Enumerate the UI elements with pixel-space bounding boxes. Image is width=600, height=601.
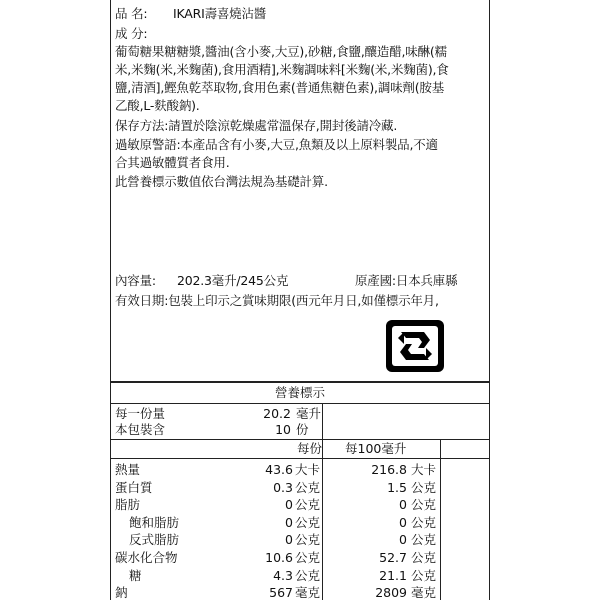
nutrient-name: 熱量 [115, 462, 141, 477]
product-name-label: 品 名: [115, 6, 148, 21]
nutrient-name: 飽和脂肪 [129, 514, 180, 530]
nutrition-facts-table [111, 381, 489, 600]
nutrient-per-serving-value: 0 [285, 514, 293, 530]
nutrient-name: 糖 [129, 567, 142, 583]
nutrient-name: 蛋白質 [115, 479, 153, 495]
nutrient-name: 反式脂肪 [129, 532, 180, 548]
nutrient-per-serving-value: 567 [269, 585, 293, 601]
recycle-icon [384, 318, 446, 374]
storage-text: 保存方法:請置於陰涼乾燥處常溫保存,開封後請冷藏. [115, 118, 398, 133]
nutrient-per-100-unit: 公克 [411, 567, 437, 583]
nutrient-per-100-value: 216.8 [371, 462, 407, 477]
ingredients-line: 葡萄糖果糖糖漿,醬油(含小麥,大豆),砂糖,食鹽,釀造醋,味醂(糯 [115, 44, 447, 59]
nutrient-per-100-value: 2809 [375, 585, 407, 601]
nutrient-name: 碳水化合物 [115, 550, 178, 565]
servings-value: 10 [275, 422, 291, 437]
content-label: 內容量: [115, 273, 156, 288]
nutrient-per-serving-value: 0 [285, 532, 293, 548]
nutrient-per-100-value: 0 [399, 497, 407, 513]
nutrient-per-100-value: 0 [399, 514, 407, 530]
nutrient-per-100-value: 1.5 [387, 479, 407, 495]
nutrient-per-100-unit: 公克 [411, 497, 437, 513]
nutrient-per-serving-value: 0 [285, 497, 293, 513]
serving-size-label: 每一份量 [115, 406, 166, 421]
nutrient-per-serving-value: 0.3 [273, 479, 293, 495]
nutrient-per-serving-unit: 公克 [295, 532, 321, 548]
nutrient-per-serving-value: 10.6 [265, 550, 293, 565]
nutrient-per-100-value: 0 [399, 532, 407, 548]
nutrient-per-100-unit: 公克 [411, 550, 437, 565]
nutrient-per-100-unit: 公克 [411, 514, 437, 530]
servings-unit: 份 [296, 422, 309, 437]
ingredients-line: 鹽,清酒],鰹魚乾萃取物,食用色素(普通焦糖色素),調味劑(胺基 [115, 80, 445, 95]
serving-size-unit: 毫升 [296, 406, 322, 421]
allergy-line: 過敏原警語:本產品含有小麥,大豆,魚類及以上原料製品,不適 [115, 137, 438, 152]
allergy-line: 合其過敏體質者食用. [115, 155, 230, 170]
nutrient-per-100-unit: 大卡 [411, 462, 437, 477]
nutrient-per-serving-unit: 公克 [295, 550, 321, 565]
nutrient-per-serving-value: 4.3 [273, 567, 293, 583]
nutrient-per-serving-unit: 公克 [295, 567, 321, 583]
nutrient-per-100-value: 52.7 [379, 550, 407, 565]
nutrient-per-100-unit: 公克 [411, 479, 437, 495]
nutrient-per-serving-unit: 大卡 [295, 462, 321, 477]
product-name-value: IKARI壽喜燒沾醬 [173, 6, 267, 21]
column-per-serving: 每份 [297, 441, 323, 456]
nutrient-per-serving-unit: 公克 [295, 479, 321, 495]
nutrient-per-100-unit: 毫克 [411, 585, 437, 601]
serving-size-value: 20.2 [263, 406, 291, 421]
ingredients-line: 米,米麴(米,米麴菌),食用酒精],米麴調味料[米麴(米,米麴菌),食 [115, 62, 449, 77]
nutrition-title: 營養標示 [274, 385, 325, 400]
nutrient-per-serving-unit: 毫克 [295, 585, 321, 601]
nutrition-basis-note: 此營養標示數值依台灣法規為基礎計算. [115, 174, 328, 189]
ingredients-line: 乙酸,L-麩酸鈉). [115, 98, 200, 113]
nutrient-per-100-unit: 公克 [411, 532, 437, 548]
product-label [110, 0, 490, 600]
nutrient-name: 脂肪 [115, 497, 141, 513]
ingredients-label: 成 分: [115, 26, 148, 41]
nutrient-name: 鈉 [115, 585, 128, 601]
nutrient-per-serving-unit: 公克 [295, 497, 321, 513]
column-per-100ml: 每100毫升 [345, 441, 407, 456]
servings-label: 本包裝含 [115, 422, 166, 437]
content-value: 202.3毫升/245公克 [177, 273, 289, 288]
origin-text: 原產國:日本兵庫縣 [355, 273, 458, 288]
nutrient-per-100-value: 21.1 [379, 567, 407, 583]
nutrient-per-serving-value: 43.6 [265, 462, 293, 477]
nutrient-per-serving-unit: 公克 [295, 514, 321, 530]
expiry-text: 有效日期:包裝上印示之賞味期限(西元年月日,如僅標示年月, [115, 293, 439, 308]
